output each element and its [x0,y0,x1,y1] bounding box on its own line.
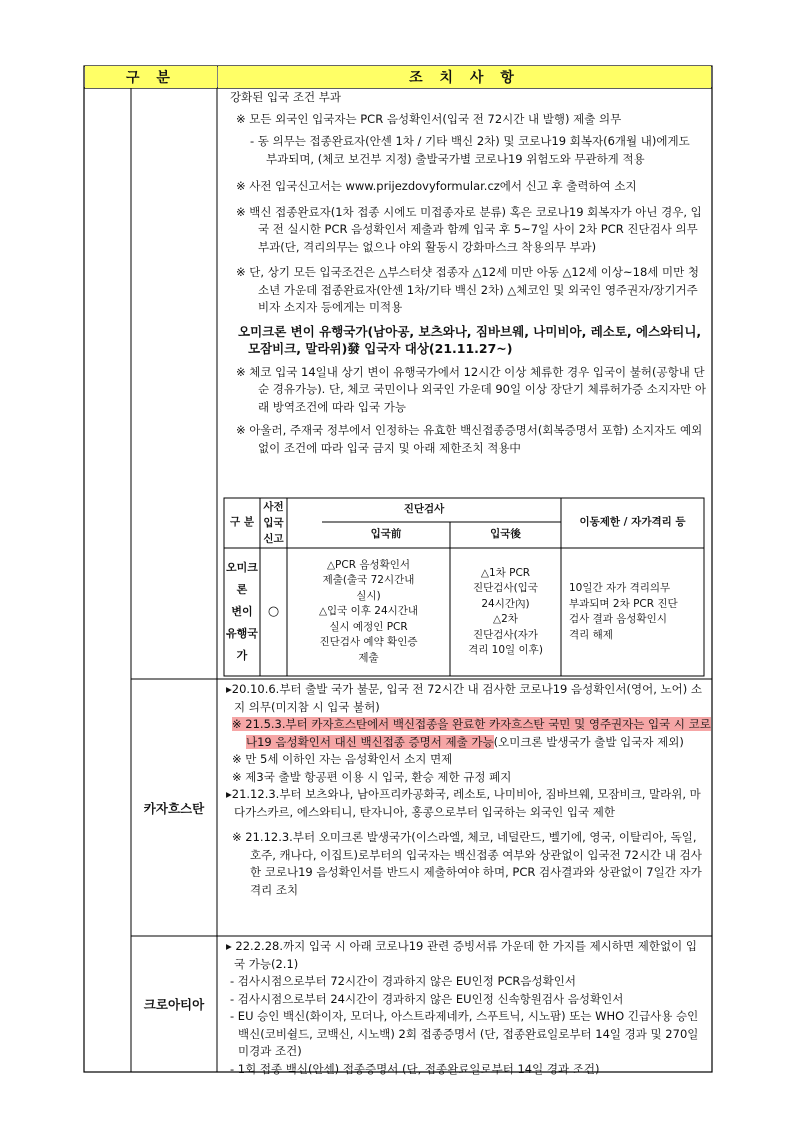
table-row-after: △1차 PCR 진단검사(입국 24시간內) △2차 진단검사(자가 격리 10일 이후) [468,566,543,656]
czech-note: - 동 의무는 접종완료자(안센 1차 / 기타 백신 2차) 및 코로나19 회복자(6개월 내)에게도 부과되며, (체코 보건부 지정) 출발국가별 코로나19 위험도와 무관하게 적용 [250,134,690,166]
table-row-restrict: 10일간 자가 격리의무 부과되며 2차 PCR 진단 검사 결과 음성확인시 격리 해제 [569,582,678,641]
table-header-after: 입국後 [490,528,521,541]
czech-note: ※ 모든 외국인 입국자는 PCR 음성확인서(입국 전 72시간 내 발행) 제출 의무 [236,111,622,126]
table-row-before: △PCR 음성확인서 제출(출국 72시간내 실시) △입국 이후 24시간내 실시 예정인 PCR 진단검사 예약 확인증 제출 [318,558,419,664]
kz-item-rest: (오미크론 발생국가 출발 입국자 제외) [493,734,684,749]
header-measures: 조 치 사 항 [218,66,711,88]
omicron-title: 오미크론 변이 유행국가(남아공, 보츠와나, 짐바브웨, 나미비아, 레소토, 에스와티니, 모잠비크, 말라위)發 입국자 대상(21.11.27~) [238,323,702,356]
kz-item: ※ 21.12.3.부터 오미크론 발생국가(이스라엘, 체코, 네덜란드, 벨기에, 영국, 이탈리아, 독일, 호주, 캐나다, 이집트)로부터의 입국자는 백신접종 여부와 상관없이 입국전 72시간 내 검사한 코로나19 음성확인서를 반드시 제출하여야 하며, PCR 검사결과와 상관없이 7일간 자가격리 조치 [232,830,702,897]
kz-item: ※ 만 5세 이하인 자는 음성확인서 소지 면제 [232,752,453,766]
hr-item: - 1회 접종 백신(안센) 접종증명서 (단, 접종완료일로부터 14일 경과 조건) [230,1061,600,1076]
croatia-section [224,938,712,1078]
table-header-restrict: 이동제한 / 자가격리 등 [579,516,686,529]
hr-item: - EU 승인 백신(화이자, 모더나, 아스트라제네카, 스푸트닉, 시노팜) 또는 WHO 긴급사용 승인 백신(코비쉴드, 코백신, 시노백) 2회 접종증명서 (단, 접종완료일로부터 14일 경과 및 270일 미경과 조건) [230,1009,699,1058]
table-header-before: 입국前 [370,528,402,541]
czech-section [224,89,712,457]
table-header-category: 구 분 [230,516,254,529]
czech-note: ※ 단, 상기 모든 입국조건은 △부스터샷 접종자 △12세 미만 아동 △12세 이상~18세 미만 청소년 가운데 접종완료자(안센 1차/기타 백신 2차) △체코인 및 외국인 영주권자/장기거주비자 소지자 등에게는 미적용 [236,265,700,314]
kz-item: ▸21.12.3.부터 보츠와나, 남아프리카공화국, 레소토, 나미비아, 짐바브웨, 모잠비크, 말라위, 마다가스카르, 에스와티니, 탄자니아, 홍콩으로부터 입국하는 외국인 입국 제한 [226,787,701,819]
kz-item: ※ 제3국 출발 항공편 이용 시 입국, 환승 제한 규정 폐지 [232,769,512,784]
kz-item-highlight [224,716,712,751]
country-kazakhstan: 카자흐스탄 [143,800,205,816]
country-croatia: 크로아티아 [143,997,205,1012]
table-row-category: 오미크론 변이 유행국가 [226,561,258,662]
omicron-note: ※ 아울러, 주재국 정부에서 인정하는 유효한 백신접종증명서(회복증명서 포함) 소지자도 예외없이 조건에 따라 입국 금지 및 아래 제한조치 적용中 [236,423,703,455]
czech-intro: 강화된 입국 조건 부과 [230,90,341,104]
hr-item: ▸ 22.2.28.까지 입국 시 아래 코로나19 관련 증빙서류 가운데 한 가지를 제시하면 제한없이 입국 가능(2.1) [226,939,697,971]
header-category: 구 분 [85,66,217,88]
czech-note: ※ 사전 입국신고서는 www.prijezdovyformular.cz에서 신고 후 출력하여 소지 [236,179,637,193]
kazakhstan-section [224,681,712,899]
table-header-prereg: 사전 입국 신고 [263,501,284,545]
table-header-test: 진단검사 [403,503,445,516]
hr-item: - 검사시점으로부터 24시간이 경과하지 않은 EU인정 신속항원검사 음성확인서 [230,991,624,1006]
table-row-prereg: ○ [267,604,280,620]
omicron-note: ※ 체코 입국 14일내 상기 변이 유행국가에서 12시간 이상 체류한 경우 입국이 불허(공항내 단순 경유가능). 단, 체코 국민이나 외국인 가운데 90일 이상 장단기 체류허가증 소지자만 아래 방역조건에 따라 입국 가능 [236,364,706,414]
highlighted-text: ※ 21.5.3.부터 카자흐스탄에서 백신접종을 완료한 카자흐스탄 국민 및 영주권자는 입국 시 코로나19 음성확인서 대신 백신접종 증명서 제출 가능 [232,717,711,749]
hr-item: - 검사시점으로부터 72시간이 경과하지 않은 EU인정 PCR음성확인서 [230,974,576,988]
czech-note: ※ 백신 접종완료자(1차 접종 시에도 미접종자로 분류) 혹은 코로나19 회복자가 아닌 경우, 입국 전 실시한 PCR 음성확인서 제출과 함께 입국 후 5~7일 사이 2차 PCR 진단검사 의무 부과(단, 격리의무는 없으나 야외 활동시 강화마스크 착용의무 부과) [236,204,702,254]
kz-item: ▸20.10.6.부터 출발 국가 불문, 입국 전 72시간 내 검사한 코로나19 음성확인서(영어, 노어) 소지 의무(미지참 시 입국 불허) [226,682,703,714]
